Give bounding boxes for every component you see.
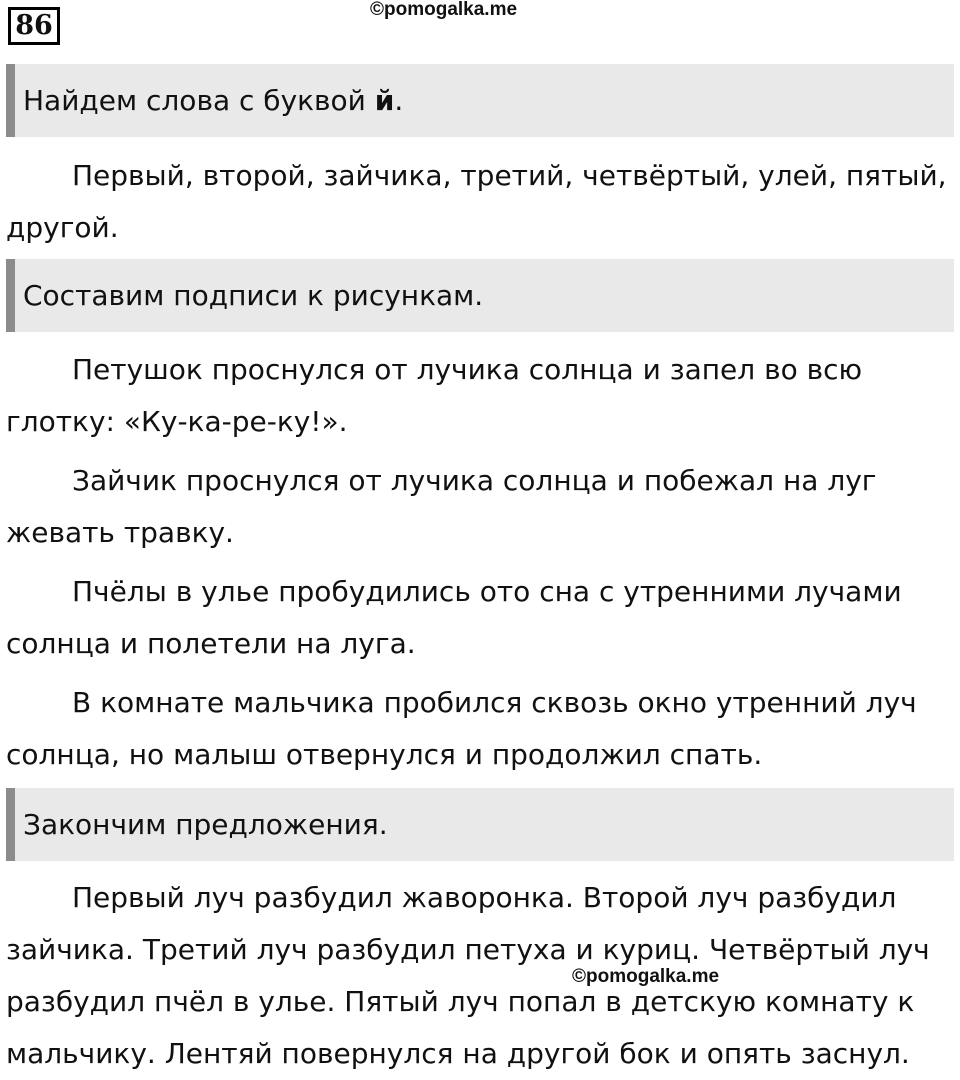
watermark-top: ©pomogalka.me (370, 0, 518, 20)
page-number: 86 (8, 7, 60, 45)
paragraph-rooster: Петушок проснулся от лучика солнца и запел во всю глотку: «Ку-ка-ре-ку!». (6, 353, 863, 438)
watermark-middle: ©pomogalka.me (572, 966, 720, 987)
paragraph-rays: Первый луч разбудил жаворонка. Второй луч разбудил зайчика. Третий луч разбудил петуха и куриц. Четвёртый луч разбудил пчёл в улье. Пятый луч попал в детскую комнату к мальчику. Лентяй повернулся на другой бок и опять заснул. (6, 881, 930, 1070)
paragraph-bees: Пчёлы в улье пробудились ото сна с утренними лучами солнца и полетели на луга. (6, 575, 902, 660)
paragraph-boy: В комнате мальчика пробился сквозь окно утренний луч солнца, но малыш отвернулся и продолжил спать. (6, 686, 917, 771)
heading-3-text: Закончим предложения. (23, 808, 388, 841)
section-heading-1 (6, 64, 954, 137)
section-heading-3 (6, 788, 954, 861)
heading-1-bold-letter: й (374, 84, 395, 117)
heading-1-end: . (394, 84, 404, 117)
paragraph-words-list: Первый, второй, зайчика, третий, четвёртый, улей, пятый, другой. (6, 159, 947, 244)
section-heading-2 (6, 259, 954, 332)
heading-2-text: Составим подписи к рисункам. (23, 279, 484, 312)
heading-1-text: Найдем слова с буквой (23, 84, 375, 117)
paragraph-bunny: Зайчик проснулся от лучика солнца и побежал на луг жевать травку. (6, 464, 877, 549)
